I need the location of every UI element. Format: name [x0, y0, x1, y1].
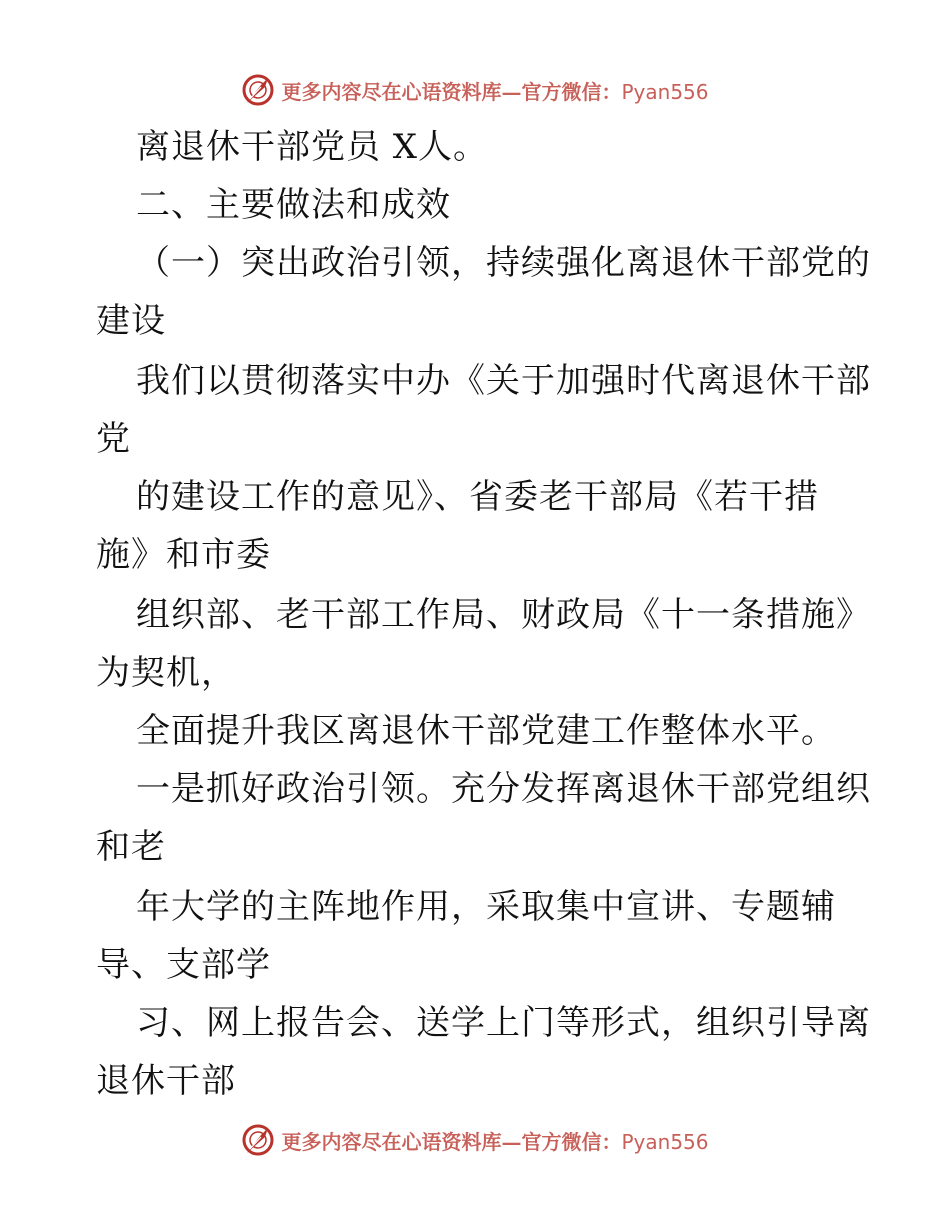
body-line-16: 习、网上报告会、送学上门等形式，组织引导离 — [136, 1003, 871, 1043]
subsection-heading: （一）突出政治引领，持续强化离退休干部党的 — [136, 243, 871, 283]
header-banner-inner — [241, 73, 708, 107]
header-banner-text — [281, 76, 708, 105]
body-line-7: 的建设工作的意见》、省委老干部局《若干措 — [136, 477, 819, 517]
body-line-15: 导、支部学 — [96, 945, 271, 985]
header-banner — [0, 70, 950, 110]
body-line-17: 退休干部 — [96, 1061, 236, 1101]
body-line-6: 党 — [96, 419, 131, 459]
footer-banner-wechat-id: Pyan556 — [621, 1129, 709, 1154]
quill-pen-logo-icon — [241, 1123, 275, 1157]
footer-banner-text — [281, 1126, 708, 1155]
body-line-14: 年大学的主阵地作用，采取集中宣讲、专题辅 — [136, 887, 836, 927]
quill-pen-logo-icon — [241, 73, 275, 107]
header-banner-text-cn: 更多内容尽在心语资料库—官方微信： — [281, 79, 622, 104]
body-line-10: 为契机， — [96, 653, 236, 693]
subsection-heading-cont: 建设 — [96, 301, 166, 341]
body-line-12: 一是抓好政治引领。充分发挥离退休干部党组织 — [136, 769, 871, 809]
footer-banner — [0, 1120, 950, 1160]
body-line-8: 施》和市委 — [96, 535, 271, 575]
body-line-13: 和老 — [96, 827, 166, 867]
section-heading: 二、主要做法和成效 — [136, 185, 451, 225]
body-line-11: 全面提升我区离退休干部党建工作整体水平。 — [136, 711, 836, 751]
body-line-1: 离退休干部党员 X人。 — [136, 127, 489, 167]
body-line-5: 我们以贯彻落实中办《关于加强时代离退休干部 — [136, 361, 871, 401]
footer-banner-text-cn: 更多内容尽在心语资料库—官方微信： — [281, 1129, 622, 1154]
footer-banner-inner — [241, 1123, 708, 1157]
body-line-9: 组织部、老干部工作局、财政局《十一条措施》 — [136, 595, 871, 635]
header-banner-wechat-id: Pyan556 — [621, 79, 709, 104]
